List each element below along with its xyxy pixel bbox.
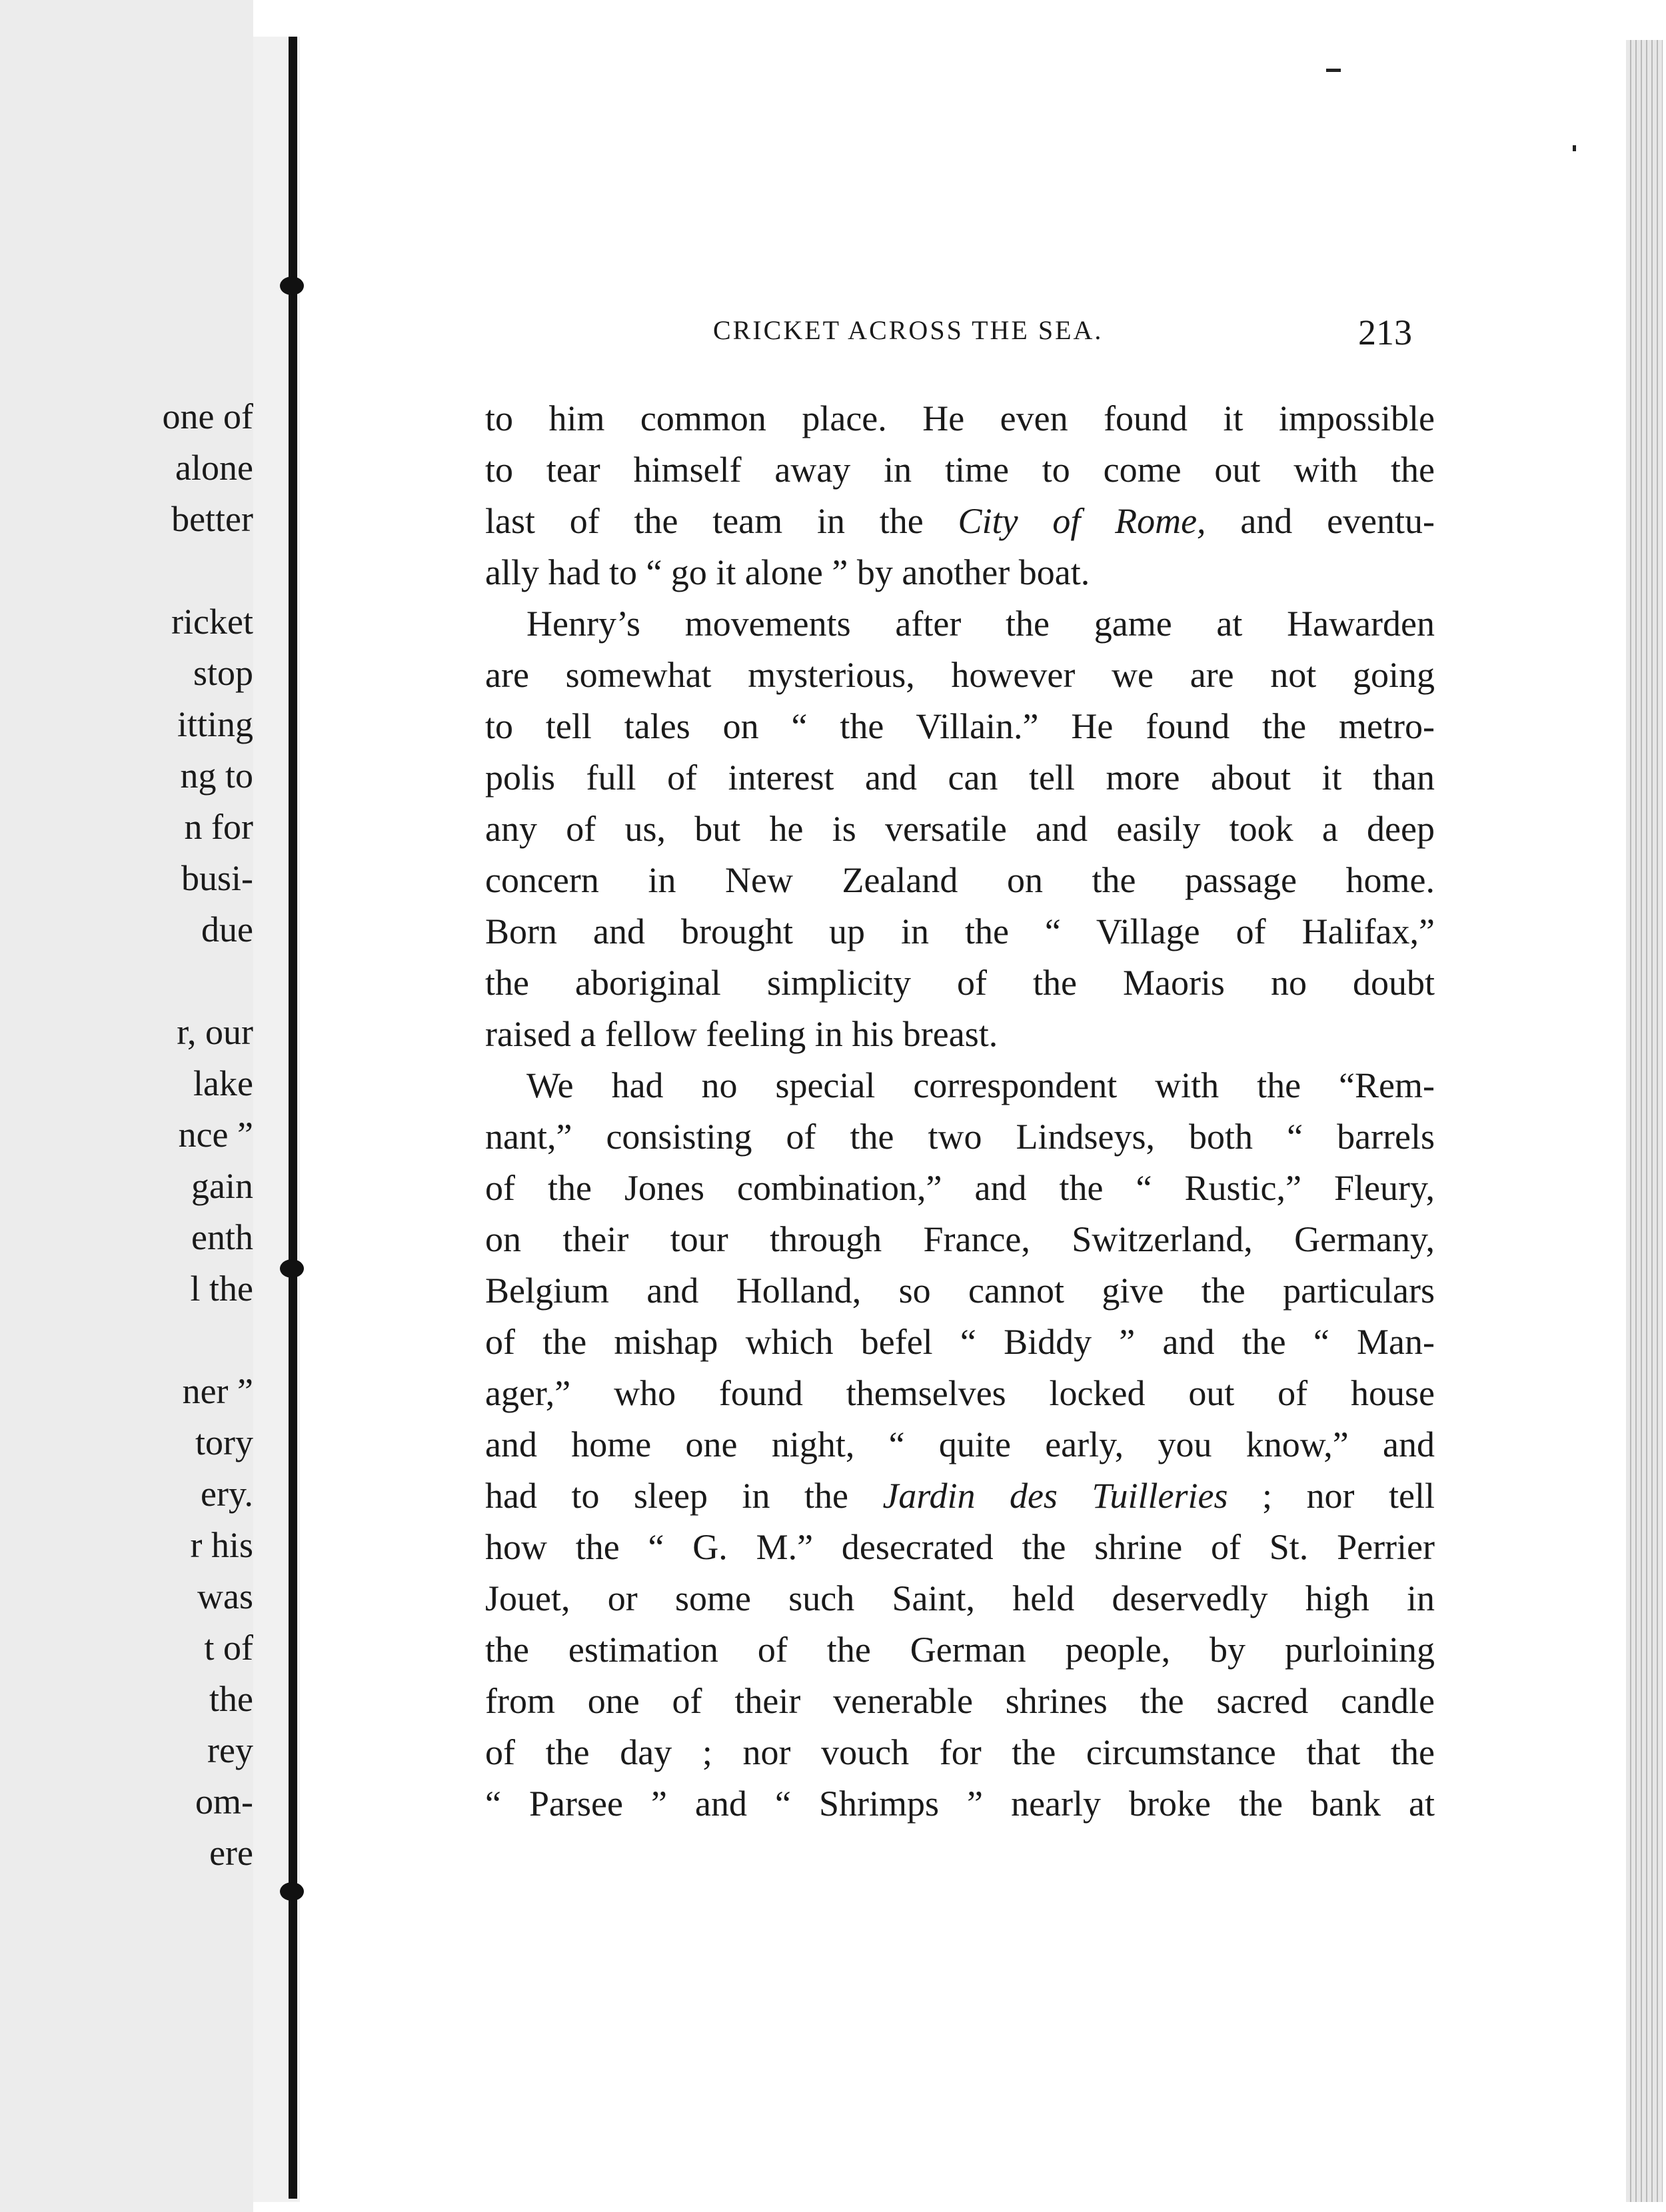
binding-stitch	[280, 276, 304, 295]
text-line: to him common place. He even found it impossible	[485, 398, 1435, 438]
text-line: and home one night, “ quite early, you know,” and	[485, 1424, 1435, 1464]
text-line: of the Jones combination,” and the “ Rustic,” Fleury,	[485, 1168, 1435, 1208]
left-line-fragment: the	[209, 1679, 253, 1719]
left-line-fragment: rey	[207, 1730, 253, 1770]
text-line: Born and brought up in the “ Village of Halifax,”	[485, 911, 1435, 951]
text-line: polis full of interest and can tell more about it than	[485, 758, 1435, 798]
text-line: how the “ G. M.” desecrated the shrine of St. Perrier	[485, 1527, 1435, 1567]
text-span: last of the team in the	[485, 501, 958, 541]
text-line: to tell tales on “ the Villain.” He found the metro-	[485, 706, 1435, 746]
ink-mark	[1326, 69, 1341, 72]
text-line: on their tour through France, Switzerland, Germany,	[485, 1219, 1435, 1259]
garden-name: Jardin des Tuilleries	[882, 1476, 1228, 1516]
page-number: 213	[1358, 312, 1412, 352]
left-line-fragment: gain	[191, 1166, 253, 1206]
body-text	[485, 393, 1435, 1830]
text-line: ally had to “ go it alone ” by another boat.	[485, 552, 1090, 592]
text-span: and eventu-	[1206, 501, 1435, 541]
text-line: are somewhat mysterious, however we are not going	[485, 655, 1435, 695]
text-line: any of us, but he is versatile and easily took a deep	[485, 809, 1435, 849]
text-line: to tear himself away in time to come out with the	[485, 450, 1435, 490]
text-line: “ Parsee ” and “ Shrimps ” nearly broke the bank at	[485, 1784, 1435, 1824]
text-line: of the day ; nor vouch for the circumstance that the	[485, 1732, 1435, 1772]
left-line-fragment: ner ”	[182, 1371, 253, 1411]
left-line-fragment: one of	[162, 396, 253, 436]
paragraph-start-line: Henry’s movements after the game at Hawarden	[526, 604, 1435, 644]
ink-mark	[1573, 145, 1576, 151]
left-page-text	[0, 0, 253, 2212]
text-line: Belgium and Holland, so cannot give the particulars	[485, 1271, 1435, 1311]
left-line-fragment: ere	[209, 1833, 253, 1873]
page-edges	[1626, 40, 1663, 2202]
left-line-fragment: ng to	[180, 756, 253, 796]
text-line	[485, 1470, 1435, 1522]
left-line-fragment: r his	[190, 1525, 253, 1565]
paragraph-start-line: We had no special correspondent with the “Rem-	[526, 1065, 1435, 1105]
text-line: the estimation of the German people, by purloining	[485, 1630, 1435, 1670]
left-line-fragment: enth	[191, 1217, 253, 1257]
left-line-fragment: busi-	[181, 858, 253, 898]
text-line: nant,” consisting of the two Lindseys, both “ barrels	[485, 1117, 1435, 1157]
left-line-fragment: r, our	[177, 1012, 253, 1052]
left-line-fragment: was	[197, 1576, 253, 1616]
text-line: of the mishap which befel “ Biddy ” and the “ Man-	[485, 1322, 1435, 1362]
binding-stitch	[280, 1882, 304, 1901]
left-line-fragment: due	[201, 909, 253, 949]
text-line: from one of their venerable shrines the sacred candle	[485, 1681, 1435, 1721]
left-line-fragment: itting	[177, 704, 253, 744]
binding-stitch	[280, 1259, 304, 1278]
left-line-fragment: nce ”	[178, 1115, 253, 1155]
left-line-fragment: om-	[195, 1782, 253, 1822]
left-line-fragment: lake	[193, 1063, 253, 1103]
text-line: ager,” who found themselves locked out of house	[485, 1373, 1435, 1413]
text-span: had to sleep in the	[485, 1476, 883, 1516]
left-line-fragment: tory	[195, 1422, 253, 1462]
text-span: ; nor tell	[1228, 1476, 1435, 1516]
text-line: raised a fellow feeling in his breast.	[485, 1014, 998, 1054]
left-line-fragment: l the	[190, 1269, 253, 1309]
left-line-fragment: alone	[175, 448, 253, 488]
text-line: the aboriginal simplicity of the Maoris no doubt	[485, 963, 1435, 1003]
binding-line	[289, 37, 297, 2199]
text-line	[485, 496, 1435, 547]
left-line-fragment: t of	[204, 1628, 253, 1668]
text-line: Jouet, or some such Saint, held deservedly high in	[485, 1578, 1435, 1618]
left-line-fragment: ricket	[171, 602, 253, 642]
text-line: concern in New Zealand on the passage home.	[485, 860, 1435, 900]
running-title: CRICKET ACROSS THE SEA.	[713, 315, 1104, 345]
ship-name: City of Rome,	[958, 501, 1206, 541]
left-line-fragment: n for	[184, 807, 253, 847]
left-line-fragment: ery.	[201, 1474, 253, 1514]
left-line-fragment: stop	[193, 653, 253, 693]
left-line-fragment: better	[171, 499, 253, 539]
